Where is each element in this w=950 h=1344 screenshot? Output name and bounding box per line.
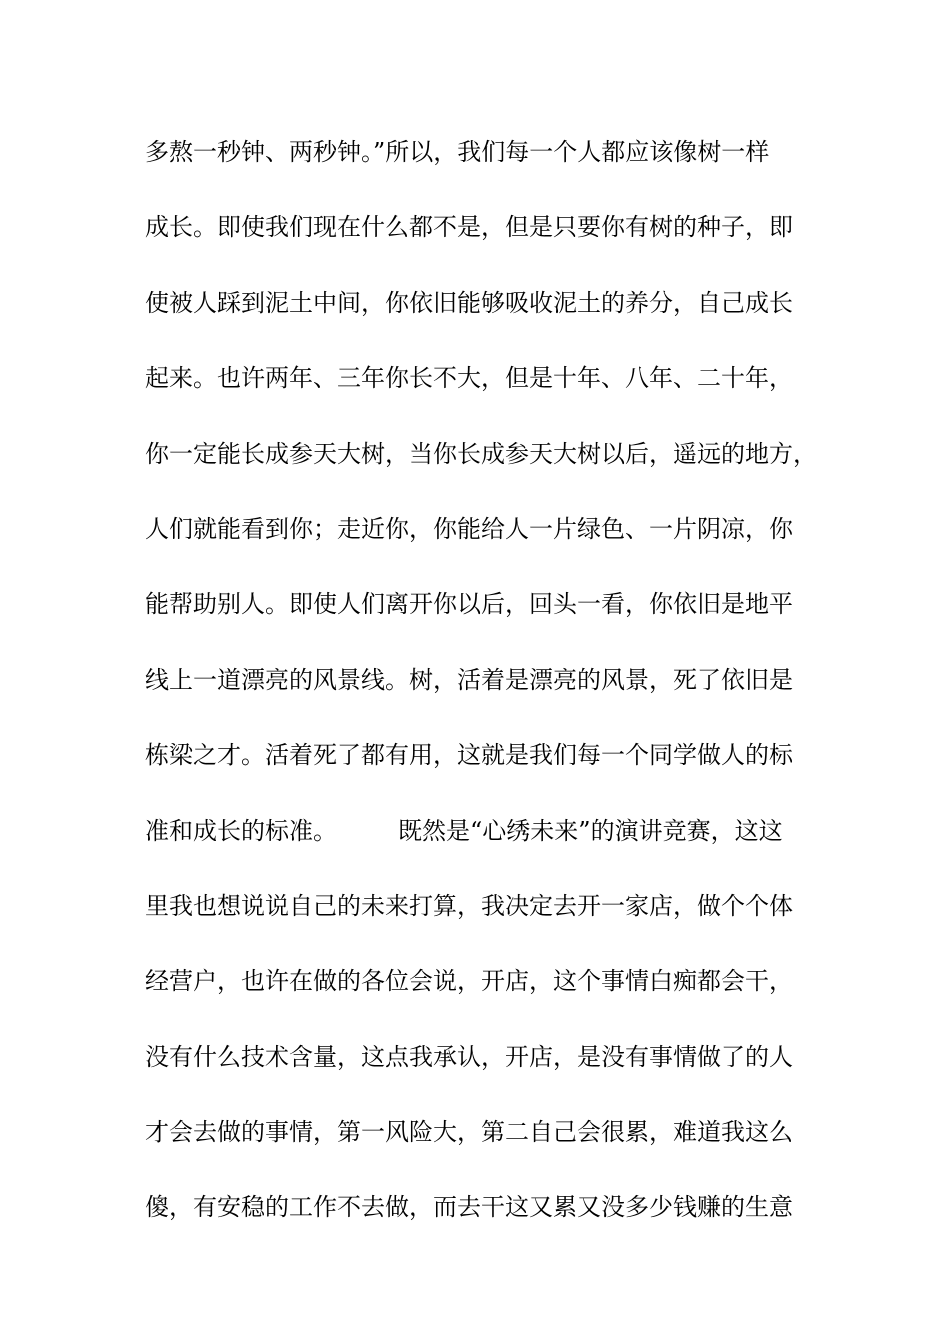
text-line: 多熬一秒钟、两秒钟。”所以，我们每一个人都应该像树一样: [145, 138, 770, 166]
text-line: 里我也想说说自己的未来打算，我决定去开一家店，做个个体: [145, 891, 793, 920]
text-line: 你一定能长成参天大树，当你长成参天大树以后，遥远的地方，: [145, 439, 817, 468]
text-line: 才会去做的事情，第一风险大，第二自己会很累，难道我这么: [145, 1118, 793, 1147]
text-line: 人们就能看到你；走近你，你能给人一片绿色、一片阴凉，你: [145, 514, 793, 543]
text-line: 没有什么技术含量，这点我承认，开店，是没有事情做了的人: [145, 1042, 793, 1071]
body-text: [145, 128, 835, 1259]
text-line: 使被人踩到泥土中间，你依旧能够吸收泥土的养分，自己成长: [145, 288, 793, 317]
text-line: 成长。即使我们现在什么都不是，但是只要你有树的种子，即: [145, 213, 793, 242]
text-line: 栋梁之才。活着死了都有用，这就是我们每一个同学做人的标: [145, 741, 793, 770]
text-line: 傻，有安稳的工作不去做，而去干这又累又没多少钱赚的生意: [145, 1193, 793, 1222]
text-line: 准和成长的标准。 既然是“心绣未来”的演讲竞赛，这这: [145, 816, 783, 845]
text-line: 经营户，也许在做的各位会说，开店，这个事情白痴都会干，: [145, 967, 793, 996]
text-line: 线上一道漂亮的风景线。树，活着是漂亮的风景，死了依旧是: [145, 665, 793, 694]
text-line: 起来。也许两年、三年你长不大，但是十年、八年、二十年，: [145, 364, 793, 393]
text-line: 能帮助别人。即使人们离开你以后，回头一看，你依旧是地平: [145, 590, 793, 619]
